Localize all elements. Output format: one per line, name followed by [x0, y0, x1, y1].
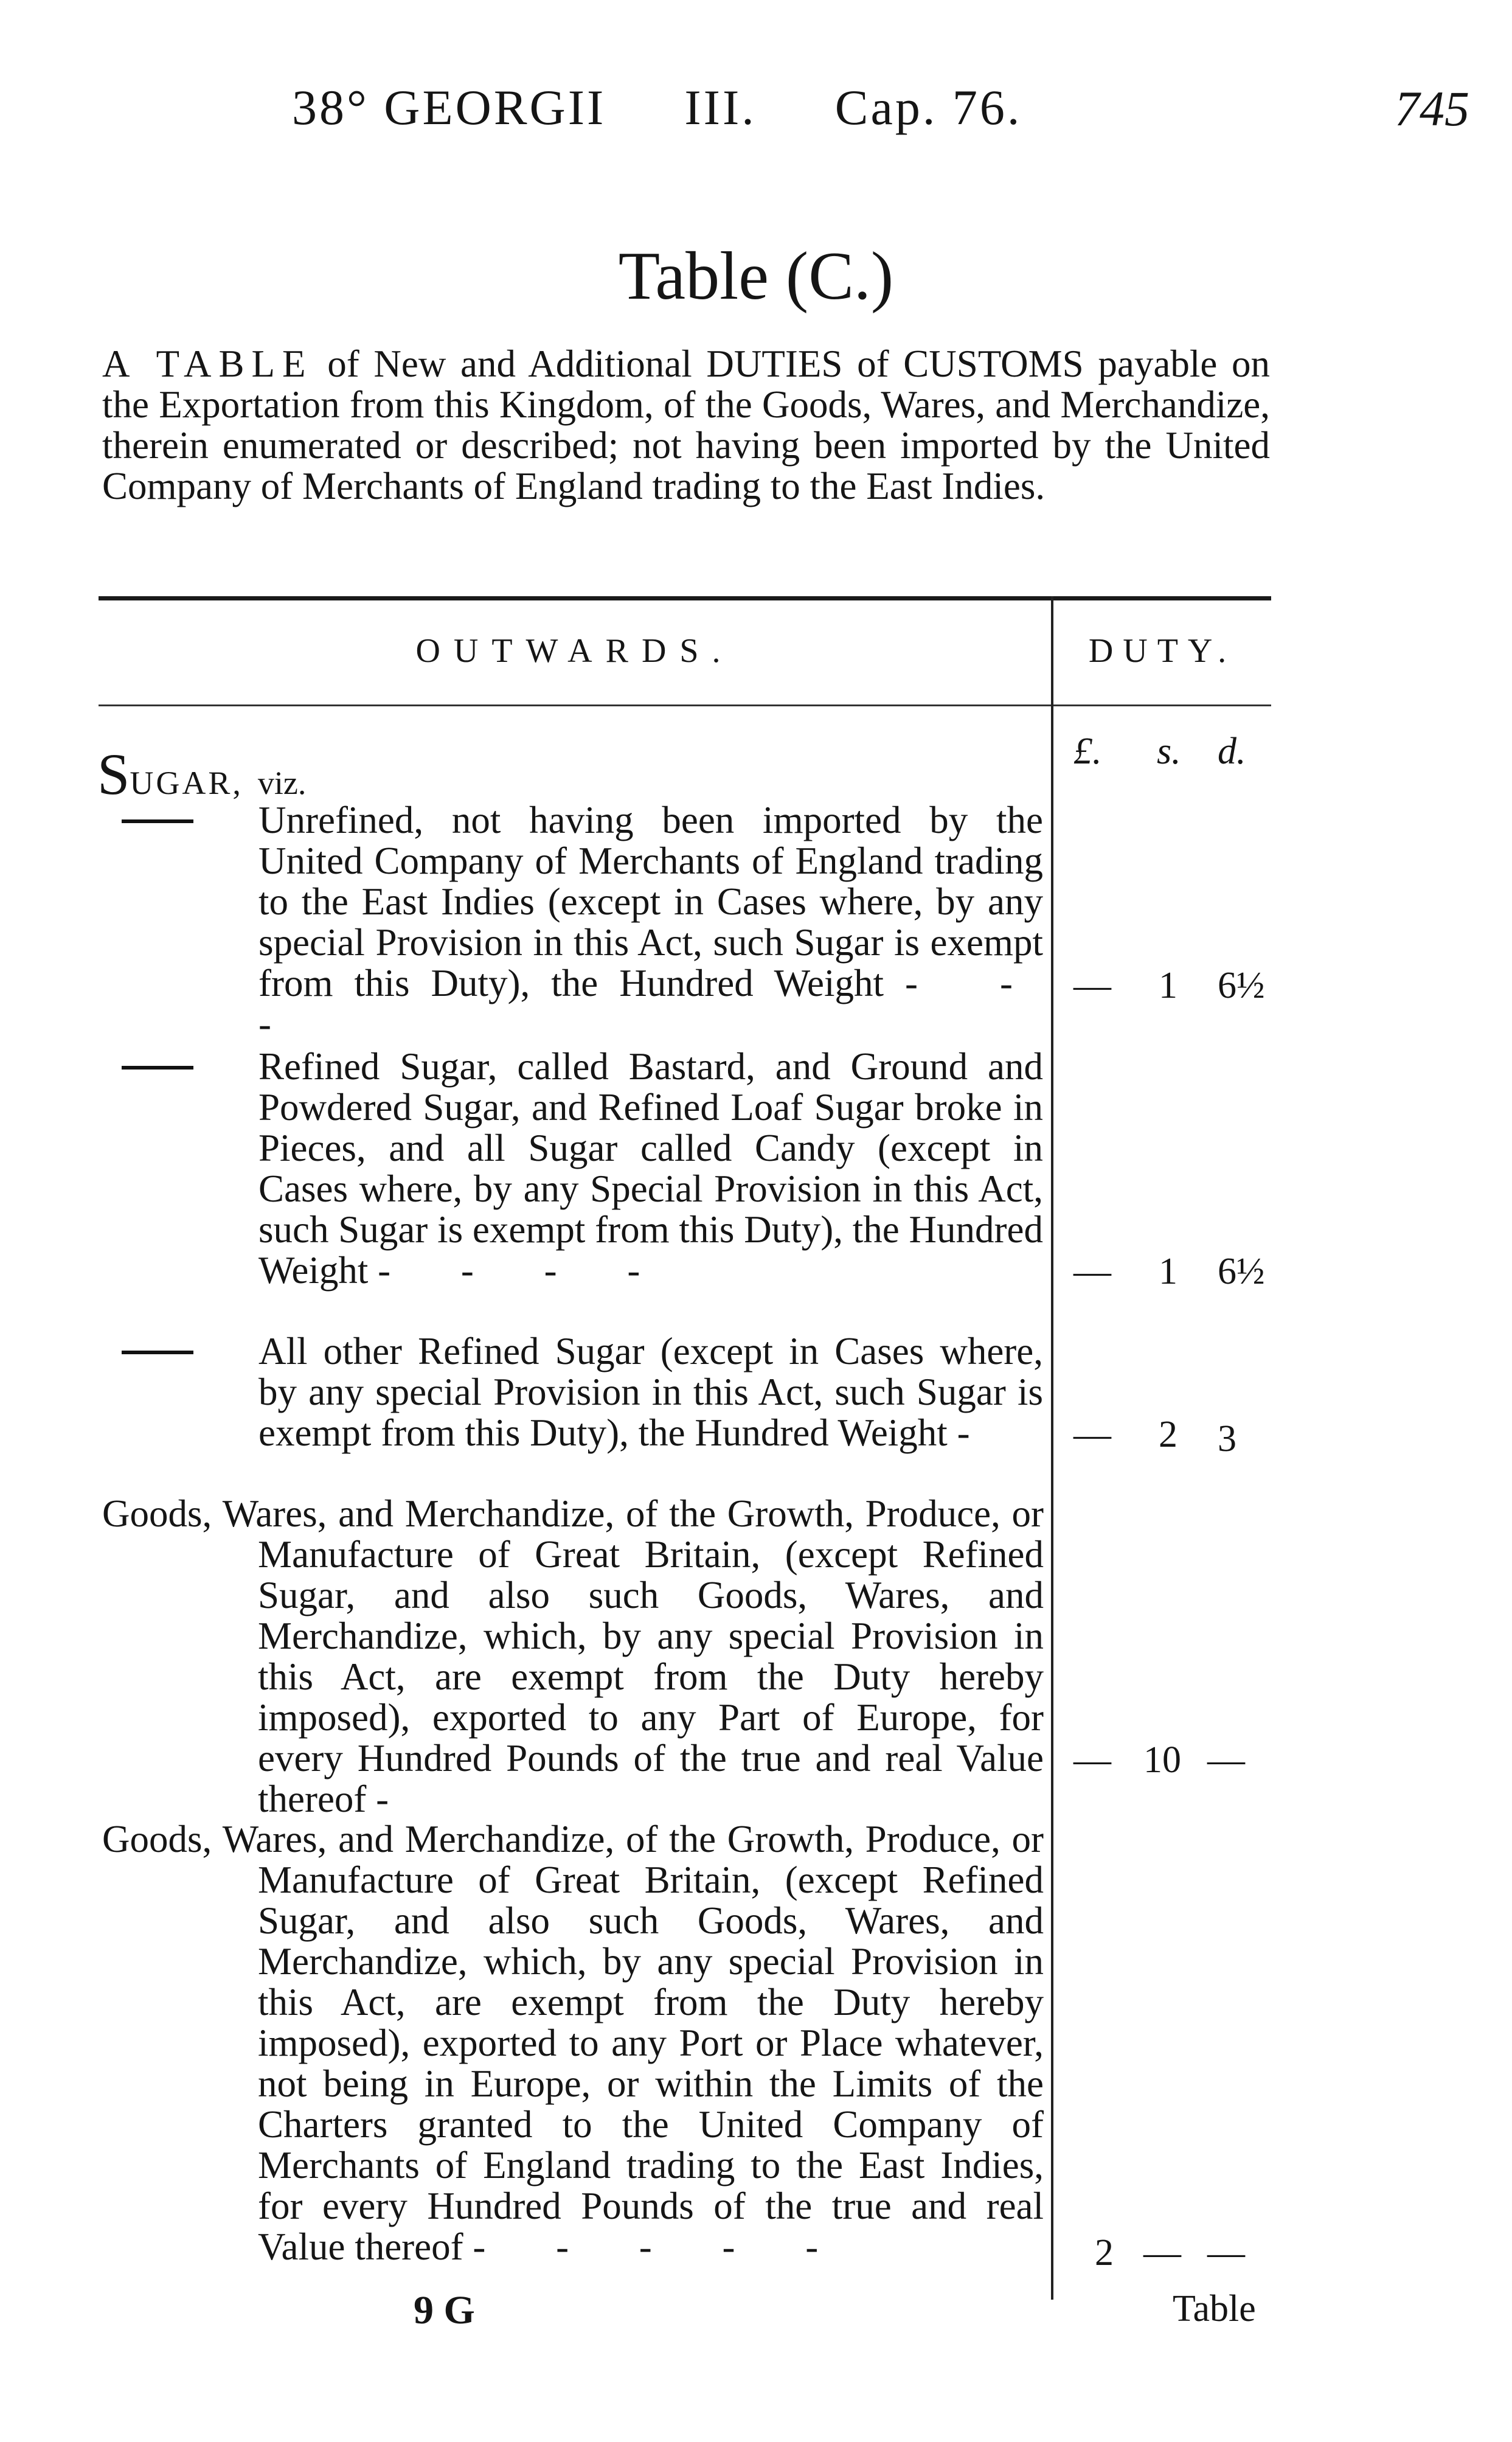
duty-pounds: —	[1073, 1251, 1111, 1292]
duty-shillings: —	[1143, 2232, 1181, 2273]
leader-dots: - - - -	[378, 1249, 671, 1292]
running-head	[292, 79, 1022, 136]
ditto-dash	[122, 1066, 193, 1070]
intro-text: of New and Additional DUTIES of CUSTOMS payable on the Exportation from this Kingdom, of the Goods, Wares, and Merchandize, therein enumerated or described; not having been imported by the United Company of Merchants of England trading to the East Indies.	[102, 343, 1270, 507]
ditto-dash	[122, 1351, 193, 1354]
duty-shillings: 1	[1159, 965, 1177, 1006]
duty-pounds: —	[1073, 1414, 1111, 1455]
intro-lead: A TABLE	[102, 343, 313, 385]
leader-dots: - - - - -	[473, 2225, 849, 2268]
running-head-chapter: Cap. 76.	[834, 80, 1022, 135]
entry-text: Unrefined, not having been imported by the United Company of Merchants of England trading to the East Indies (except in Cases where, by any special Provision in this Act, such Sugar is exempt from this Duty), the Hundred Weight	[258, 799, 1043, 1004]
entry-text: Goods, Wares, and Merchandize, of the Growth, Produce, or Manufacture of Great Britain, (except Refined Sugar, and also such Goods, Wares, and Merchandize, which, by any special Provision in this Act, are exempt from the Duty hereby imposed), exported to any Part of Europe, for every Hundred Pounds of the true and real Value thereof	[102, 1492, 1044, 1820]
duty-pence: 6½	[1218, 1251, 1265, 1292]
leader-dots: -	[957, 1411, 1000, 1454]
duty-pounds: —	[1073, 965, 1111, 1006]
ditto-dash	[122, 819, 193, 823]
heading-rest: UGAR,	[130, 765, 243, 801]
catchword: Table	[1173, 2288, 1256, 2329]
duty-pence: 6½	[1218, 965, 1265, 1006]
duty-shillings: 2	[1159, 1414, 1177, 1455]
unit-pounds: £.	[1073, 731, 1102, 772]
entry-text: Goods, Wares, and Merchandize, of the Growth, Produce, or Manufacture of Great Britain, (except Refined Sugar, and also such Goods, Wares, and Merchandize, which, by any special Provision in this Act, are exempt from the Duty hereby imposed), exported to any Port or Place whatever, not being in Europe, or within the Limits of the Charters granted to the United Company of Merchants of England trading to the East Indies, for every Hundred Pounds of the true and real Value thereof	[102, 1818, 1044, 2268]
running-head-reign: III.	[684, 80, 757, 135]
printer-signature: 9 G	[414, 2288, 475, 2332]
entry-text: Refined Sugar, called Bastard, and Ground and Powdered Sugar, and Refined Loaf Sugar broke in Pieces, and all Sugar called Candy (except in Cases where, by any Special Provision in this Act, such Sugar is exempt from this Duty), the Hundred Weight	[258, 1045, 1043, 1292]
table-header-rule	[99, 704, 1271, 706]
table-row	[102, 1494, 1044, 1820]
column-header-outwards: OUTWARDS.	[415, 632, 734, 670]
table-row	[102, 1819, 1044, 2267]
drop-initial: S	[97, 742, 130, 807]
duty-shillings: 1	[1159, 1251, 1177, 1292]
unit-shillings: s.	[1157, 731, 1181, 772]
running-head-act: 38° GEORGII	[292, 80, 606, 135]
leader-dots: - - -	[258, 962, 1043, 1045]
duty-pounds: —	[1073, 1739, 1111, 1781]
page-number: 745	[1395, 81, 1469, 136]
unit-pence: d.	[1218, 731, 1246, 772]
column-header-duty: DUTY.	[1088, 632, 1236, 670]
duty-pence: 3	[1218, 1418, 1236, 1459]
duty-pounds: 2	[1095, 2232, 1114, 2273]
duty-shillings: 10	[1143, 1739, 1181, 1781]
table-row	[258, 1331, 1043, 1453]
heading-viz: viz.	[257, 765, 307, 801]
column-divider	[1051, 596, 1053, 2300]
leader-dots: -	[376, 1778, 420, 1820]
duty-pence: —	[1207, 2232, 1245, 2273]
table-description	[102, 344, 1270, 507]
entry-text: All other Refined Sugar (except in Cases where, by any special Provision in this Act, such Sugar is exempt from this Duty), the Hundred Weight	[258, 1330, 1043, 1454]
duty-pence: —	[1207, 1739, 1245, 1781]
table-row	[258, 1046, 1043, 1291]
table-row	[258, 800, 1043, 1045]
table-top-rule	[99, 596, 1271, 600]
page-title: Table (C.)	[618, 238, 894, 314]
